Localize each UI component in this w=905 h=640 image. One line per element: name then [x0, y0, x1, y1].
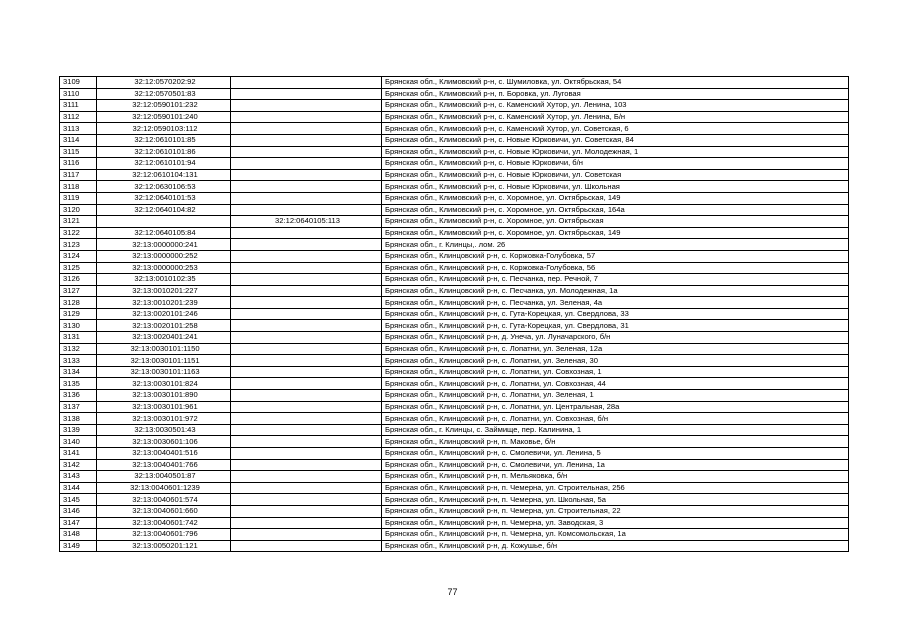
- cadastral-number-alt-cell: [231, 436, 382, 448]
- address-cell: Брянская обл., Климовский р-н, п. Боровка, ул. Луговая: [382, 88, 849, 100]
- row-number-cell: 3144: [60, 482, 97, 494]
- cadastral-number-cell: 32:12:0640105:84: [97, 227, 231, 239]
- address-cell: Брянская обл., Клинцовский р-н, с. Смолевичи, ул. Ленина, 1а: [382, 459, 849, 471]
- cadastral-number-cell: 32:13:0040601:574: [97, 494, 231, 506]
- row-number-cell: 3147: [60, 517, 97, 529]
- cadastral-number-alt-cell: [231, 158, 382, 170]
- address-cell: Брянская обл., Климовский р-н, с. Новые Юрковичи, ул. Молодежная, 1: [382, 146, 849, 158]
- cadastral-number-alt-cell: [231, 146, 382, 158]
- address-cell: Брянская обл., Клинцовский р-н, п. Чемерна, ул. Строительная, 256: [382, 482, 849, 494]
- address-cell: Брянская обл., Климовский р-н, с. Новые Юрковичи, ул. Советская: [382, 169, 849, 181]
- table-row: [60, 413, 849, 425]
- cadastral-number-cell: 32:13:0050201:121: [97, 540, 231, 552]
- address-cell: Брянская обл., Климовский р-н, с. Хоромное, ул. Октябрьская: [382, 216, 849, 228]
- address-cell: Брянская обл., Климовский р-н, с. Каменский Хутор, ул. Ленина, Б/н: [382, 111, 849, 123]
- table-row: [60, 459, 849, 471]
- cadastral-number-cell: 32:13:0030101:824: [97, 378, 231, 390]
- cadastral-number-alt-cell: [231, 181, 382, 193]
- address-cell: Брянская обл., Клинцовский р-н, с. Песчанка, пер. Речной, 7: [382, 274, 849, 286]
- cadastral-number-alt-cell: [231, 332, 382, 344]
- cadastral-number-alt-cell: [231, 424, 382, 436]
- cadastral-number-cell: 32:13:0030101:972: [97, 413, 231, 425]
- address-cell: Брянская обл., г. Клинцы, с. Займище, пер. Калинина, 1: [382, 424, 849, 436]
- table-row: [60, 239, 849, 251]
- row-number-cell: 3148: [60, 529, 97, 541]
- row-number-cell: 3149: [60, 540, 97, 552]
- address-cell: Брянская обл., Клинцовский р-н, д. Кожушье, б/н: [382, 540, 849, 552]
- cadastral-number-alt-cell: [231, 88, 382, 100]
- address-cell: Брянская обл., Клинцовский р-н, с. Гута-Корецкая, ул. Свердлова, 31: [382, 320, 849, 332]
- cadastral-number-cell: 32:13:0020101:258: [97, 320, 231, 332]
- cadastral-number-cell: 32:13:0010201:227: [97, 285, 231, 297]
- row-number-cell: 3133: [60, 355, 97, 367]
- address-cell: Брянская обл., Клинцовский р-н, с. Коржовка-Голубовка, 57: [382, 250, 849, 262]
- cadastral-number-cell: 32:13:0030101:1150: [97, 343, 231, 355]
- row-number-cell: 3118: [60, 181, 97, 193]
- table-row: [60, 123, 849, 135]
- table-row: [60, 540, 849, 552]
- cadastral-number-alt-cell: [231, 262, 382, 274]
- address-cell: Брянская обл., Клинцовский р-н, с. Песчанка, ул. Молодежная, 1а: [382, 285, 849, 297]
- address-cell: Брянская обл., Клинцовский р-н, с. Лопатни, ул. Центральная, 28а: [382, 401, 849, 413]
- table-row: [60, 320, 849, 332]
- row-number-cell: 3111: [60, 100, 97, 112]
- row-number-cell: 3110: [60, 88, 97, 100]
- cadastral-number-cell: 32:12:0610101:86: [97, 146, 231, 158]
- cadastral-number-cell: [97, 216, 231, 228]
- row-number-cell: 3132: [60, 343, 97, 355]
- table-row: [60, 332, 849, 344]
- row-number-cell: 3145: [60, 494, 97, 506]
- cadastral-number-alt-cell: [231, 529, 382, 541]
- address-cell: Брянская обл., Клинцовский р-н, с. Лопатни, ул. Совхозная, б/н: [382, 413, 849, 425]
- address-cell: Брянская обл., Климовский р-н, с. Шумиловка, ул. Октябрьская, 54: [382, 77, 849, 89]
- cadastral-number-cell: 32:12:0590101:232: [97, 100, 231, 112]
- cadastral-number-cell: 32:13:0030501:43: [97, 424, 231, 436]
- cadastral-number-cell: 32:13:0000000:241: [97, 239, 231, 251]
- cadastral-number-alt-cell: [231, 123, 382, 135]
- cadastral-number-cell: 32:13:0040601:796: [97, 529, 231, 541]
- row-number-cell: 3113: [60, 123, 97, 135]
- cadastral-number-alt-cell: [231, 111, 382, 123]
- row-number-cell: 3139: [60, 424, 97, 436]
- table-row: [60, 111, 849, 123]
- row-number-cell: 3129: [60, 308, 97, 320]
- cadastral-number-alt-cell: [231, 285, 382, 297]
- cadastral-number-alt-cell: [231, 204, 382, 216]
- table-row: [60, 297, 849, 309]
- address-cell: Брянская обл., Клинцовский р-н, п. Мельяковка, б/н: [382, 471, 849, 483]
- address-cell: Брянская обл., Клинцовский р-н, п. Чемерна, ул. Комсомольская, 1а: [382, 529, 849, 541]
- address-cell: Брянская обл., Клинцовский р-н, с. Лопатни, ул. Совхозная, 1: [382, 366, 849, 378]
- table-row: [60, 274, 849, 286]
- cadastral-number-cell: 32:12:0610101:94: [97, 158, 231, 170]
- table-row: [60, 343, 849, 355]
- cadastral-number-cell: 32:13:0040401:766: [97, 459, 231, 471]
- row-number-cell: 3121: [60, 216, 97, 228]
- cadastral-number-alt-cell: [231, 297, 382, 309]
- address-cell: Брянская обл., Клинцовский р-н, п. Чемерна, ул. Строительная, 22: [382, 505, 849, 517]
- table-row: [60, 146, 849, 158]
- address-cell: Брянская обл., Климовский р-н, с. Новые Юрковичи, б/н: [382, 158, 849, 170]
- table-row: [60, 100, 849, 112]
- row-number-cell: 3142: [60, 459, 97, 471]
- cadastral-number-cell: 32:12:0630106:53: [97, 181, 231, 193]
- cadastral-number-cell: 32:12:0610104:131: [97, 169, 231, 181]
- cadastral-number-alt-cell: [231, 308, 382, 320]
- address-cell: Брянская обл., Клинцовский р-н, с. Гута-Корецкая, ул. Свердлова, 33: [382, 308, 849, 320]
- cadastral-number-alt-cell: [231, 227, 382, 239]
- cadastral-number-cell: 32:13:0010102:35: [97, 274, 231, 286]
- table-row: [60, 216, 849, 228]
- row-number-cell: 3116: [60, 158, 97, 170]
- row-number-cell: 3135: [60, 378, 97, 390]
- table-row: [60, 424, 849, 436]
- row-number-cell: 3140: [60, 436, 97, 448]
- table-row: [60, 366, 849, 378]
- cadastral-number-cell: 32:13:0030101:961: [97, 401, 231, 413]
- table-row: [60, 494, 849, 506]
- cadastral-number-alt-cell: [231, 100, 382, 112]
- row-number-cell: 3146: [60, 505, 97, 517]
- row-number-cell: 3127: [60, 285, 97, 297]
- address-cell: Брянская обл., г. Клинцы,. лом. 26: [382, 239, 849, 251]
- cadastral-number-cell: 32:13:0040401:516: [97, 448, 231, 460]
- table-row: [60, 204, 849, 216]
- table-row: [60, 262, 849, 274]
- cadastral-number-alt-cell: [231, 459, 382, 471]
- cadastral-number-cell: 32:13:0040601:660: [97, 505, 231, 517]
- address-cell: Брянская обл., Клинцовский р-н, с. Лопатни, ул. Зеленая, 30: [382, 355, 849, 367]
- cadastral-number-alt-cell: [231, 401, 382, 413]
- cadastral-number-alt-cell: [231, 192, 382, 204]
- cadastral-number-alt-cell: [231, 134, 382, 146]
- cadastral-number-alt-cell: [231, 343, 382, 355]
- row-number-cell: 3120: [60, 204, 97, 216]
- table-row: [60, 448, 849, 460]
- row-number-cell: 3115: [60, 146, 97, 158]
- cadastral-number-cell: 32:13:0020401:241: [97, 332, 231, 344]
- cadastral-number-alt-cell: [231, 448, 382, 460]
- cadastral-number-alt-cell: [231, 239, 382, 251]
- cadastral-number-cell: 32:12:0640101:53: [97, 192, 231, 204]
- table-row: [60, 482, 849, 494]
- table-row: [60, 181, 849, 193]
- table-row: [60, 436, 849, 448]
- cadastral-number-alt-cell: [231, 250, 382, 262]
- cadastral-number-alt-cell: [231, 366, 382, 378]
- cadastral-number-cell: 32:12:0590101:240: [97, 111, 231, 123]
- cadastral-number-cell: 32:13:0030101:890: [97, 390, 231, 402]
- cadastral-number-cell: 32:12:0610101:85: [97, 134, 231, 146]
- cadastral-number-alt-cell: [231, 471, 382, 483]
- registry-table: [59, 76, 849, 552]
- address-cell: Брянская обл., Климовский р-н, с. Хоромное, ул. Октябрьская, 164а: [382, 204, 849, 216]
- cadastral-number-alt-cell: [231, 505, 382, 517]
- row-number-cell: 3143: [60, 471, 97, 483]
- address-cell: Брянская обл., Климовский р-н, с. Новые Юрковичи, ул. Школьная: [382, 181, 849, 193]
- row-number-cell: 3128: [60, 297, 97, 309]
- row-number-cell: 3122: [60, 227, 97, 239]
- address-cell: Брянская обл., Климовский р-н, с. Хоромное, ул. Октябрьская, 149: [382, 227, 849, 239]
- address-cell: Брянская обл., Климовский р-н, с. Хоромное, ул. Октябрьская, 149: [382, 192, 849, 204]
- table-row: [60, 505, 849, 517]
- table-row: [60, 285, 849, 297]
- row-number-cell: 3114: [60, 134, 97, 146]
- cadastral-number-cell: 32:12:0570501:83: [97, 88, 231, 100]
- table-row: [60, 308, 849, 320]
- table-row: [60, 192, 849, 204]
- cadastral-number-cell: 32:13:0030101:1151: [97, 355, 231, 367]
- cadastral-number-cell: 32:13:0040601:1239: [97, 482, 231, 494]
- row-number-cell: 3136: [60, 390, 97, 402]
- table-row: [60, 517, 849, 529]
- cadastral-number-cell: 32:13:0010201:239: [97, 297, 231, 309]
- cadastral-number-alt-cell: [231, 77, 382, 89]
- address-cell: Брянская обл., Клинцовский р-н, п. Чемерна, ул. Заводская, 3: [382, 517, 849, 529]
- row-number-cell: 3124: [60, 250, 97, 262]
- row-number-cell: 3138: [60, 413, 97, 425]
- table-row: [60, 529, 849, 541]
- address-cell: Брянская обл., Клинцовский р-н, с. Смолевичи, ул. Ленина, 5: [382, 448, 849, 460]
- row-number-cell: 3130: [60, 320, 97, 332]
- table-row: [60, 250, 849, 262]
- cadastral-number-alt-cell: [231, 482, 382, 494]
- cadastral-number-alt-cell: [231, 540, 382, 552]
- table-row: [60, 77, 849, 89]
- cadastral-number-cell: 32:12:0640104:82: [97, 204, 231, 216]
- address-cell: Брянская обл., Климовский р-н, с. Каменский Хутор, ул. Ленина, 103: [382, 100, 849, 112]
- cadastral-number-alt-cell: [231, 169, 382, 181]
- cadastral-number-alt-cell: [231, 390, 382, 402]
- address-cell: Брянская обл., Клинцовский р-н, с. Лопатни, ул. Зеленая, 1: [382, 390, 849, 402]
- row-number-cell: 3126: [60, 274, 97, 286]
- address-cell: Брянская обл., Клинцовский р-н, с. Коржовка-Голубовка, 56: [382, 262, 849, 274]
- cadastral-number-cell: 32:13:0000000:252: [97, 250, 231, 262]
- cadastral-number-alt-cell: 32:12:0640105:113: [231, 216, 382, 228]
- table-row: [60, 401, 849, 413]
- row-number-cell: 3117: [60, 169, 97, 181]
- table-row: [60, 390, 849, 402]
- row-number-cell: 3137: [60, 401, 97, 413]
- address-cell: Брянская обл., Климовский р-н, с. Новые Юрковичи, ул. Советская, 84: [382, 134, 849, 146]
- table-row: [60, 158, 849, 170]
- cadastral-number-alt-cell: [231, 413, 382, 425]
- row-number-cell: 3134: [60, 366, 97, 378]
- row-number-cell: 3131: [60, 332, 97, 344]
- table-row: [60, 169, 849, 181]
- row-number-cell: 3112: [60, 111, 97, 123]
- cadastral-number-alt-cell: [231, 378, 382, 390]
- address-cell: Брянская обл., Клинцовский р-н, п. Маковье, б/н: [382, 436, 849, 448]
- cadastral-number-cell: 32:13:0020101:246: [97, 308, 231, 320]
- cadastral-number-alt-cell: [231, 320, 382, 332]
- cadastral-number-alt-cell: [231, 494, 382, 506]
- row-number-cell: 3119: [60, 192, 97, 204]
- address-cell: Брянская обл., Клинцовский р-н, с. Лопатни, ул. Совхозная, 44: [382, 378, 849, 390]
- address-cell: Брянская обл., Клинцовский р-н, п. Чемерна, ул. Школьная, 5а: [382, 494, 849, 506]
- cadastral-number-cell: 32:12:0590103:112: [97, 123, 231, 135]
- cadastral-number-alt-cell: [231, 355, 382, 367]
- row-number-cell: 3123: [60, 239, 97, 251]
- cadastral-number-alt-cell: [231, 274, 382, 286]
- row-number-cell: 3125: [60, 262, 97, 274]
- row-number-cell: 3109: [60, 77, 97, 89]
- cadastral-number-cell: 32:13:0040601:742: [97, 517, 231, 529]
- table-row: [60, 471, 849, 483]
- cadastral-number-alt-cell: [231, 517, 382, 529]
- cadastral-number-cell: 32:13:0040501:87: [97, 471, 231, 483]
- table-row: [60, 88, 849, 100]
- registry-table-body: [60, 77, 849, 552]
- cadastral-number-cell: 32:13:0000000:253: [97, 262, 231, 274]
- address-cell: Брянская обл., Клинцовский р-н, д. Унеча, ул. Луначарского, б/н: [382, 332, 849, 344]
- page-number: 77: [447, 587, 458, 597]
- row-number-cell: 3141: [60, 448, 97, 460]
- table-row: [60, 227, 849, 239]
- address-cell: Брянская обл., Клинцовский р-н, с. Песчанка, ул. Зеленая, 4а: [382, 297, 849, 309]
- cadastral-number-cell: 32:13:0030101:1163: [97, 366, 231, 378]
- table-row: [60, 378, 849, 390]
- cadastral-number-cell: 32:12:0570202:92: [97, 77, 231, 89]
- table-row: [60, 355, 849, 367]
- address-cell: Брянская обл., Климовский р-н, с. Каменский Хутор, ул. Советская, 6: [382, 123, 849, 135]
- address-cell: Брянская обл., Клинцовский р-н, с. Лопатни, ул. Зеленая, 12а: [382, 343, 849, 355]
- cadastral-number-cell: 32:13:0030601:106: [97, 436, 231, 448]
- table-row: [60, 134, 849, 146]
